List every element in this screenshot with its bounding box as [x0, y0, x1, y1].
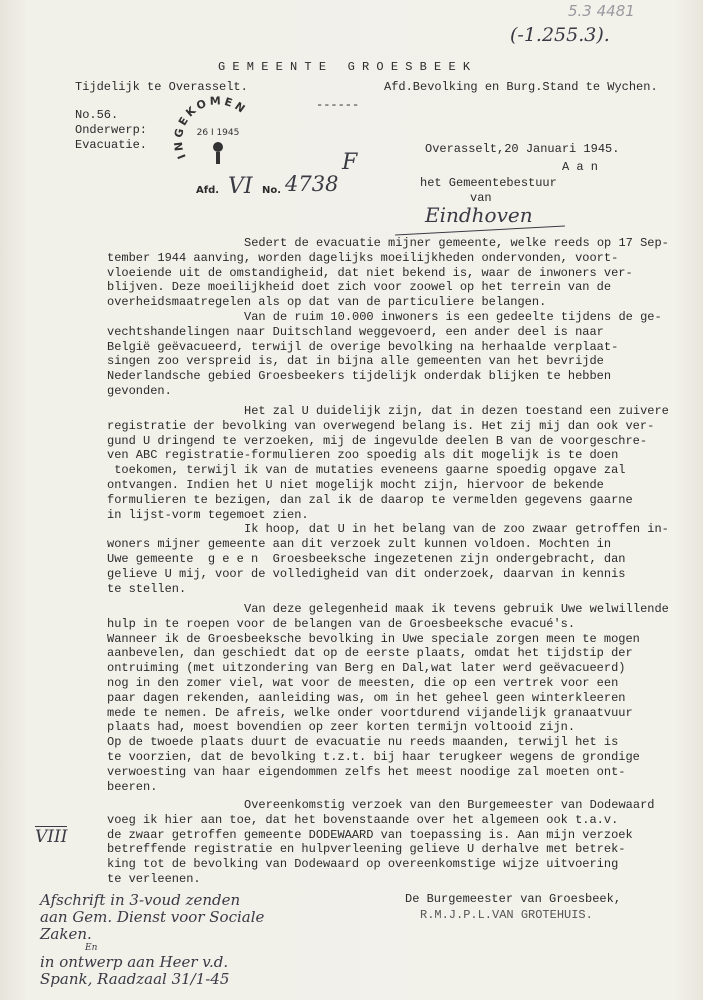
text-line: te stellen. [107, 581, 187, 596]
text-line: ven ABC registratie-formulieren zoo spoedig als dit mogelijk is te doen [107, 448, 619, 463]
text-line: de zwaar getroffen gemeente DODEWAARD van toepassing is. Aan mijn verzoek [107, 827, 633, 842]
text-line: gelieve U mij, voor de volledigheid van dit onderzoek, daarvan in kennis [107, 566, 626, 581]
text-line: Van de ruim 10.000 inwoners is een gedeelte tijdens de ge- [244, 309, 662, 324]
text-line: verwoesting van haar eigendommen zelfs het meest noodige zal moeten ont- [107, 764, 626, 779]
paragraph-assistance [107, 602, 669, 794]
text-line: paar dagen rekenden, aanleiding was, om in het geheel geen winterkleeren [107, 690, 626, 705]
text-line: Uwe gemeente g e e n Groesbeeksche ingezetenen zijn ondergebracht, dan [107, 551, 626, 566]
text-line: registratie der bevolking van overwegend belang is. Het zij mij dan ook ver- [107, 418, 655, 433]
subject-label: Onderwerp: [75, 123, 148, 137]
text-line: plaats had, moest bovendien op zeer korten termijn voltooid zijn. [107, 720, 576, 735]
text-line: tember 1944 aanving, worden dagelijks moeilijkheden ondervonden, voort- [107, 250, 619, 265]
text-line: België geëvacueerd, terwijl de overige bevolking na herhaalde verplaat- [107, 339, 619, 354]
letterhead-separator: ------ [316, 98, 360, 112]
text-line: Nederlandsche gebied Groesbeekers tijdelijk onderdak blijken te hebben [107, 369, 612, 384]
text-line: Ik hoop, dat U in het belang van de zoo zwaar getroffen in- [244, 522, 669, 537]
note-line: in ontwerp aan Heer v.d. [40, 953, 229, 971]
margin-mark: VIII [35, 827, 68, 847]
stamp-number: 4738 [285, 172, 339, 196]
archive-code: (-1.255.3). [510, 24, 610, 46]
note-line: Spank, Raadzaal 31/1-45 [40, 970, 230, 988]
stamp-dept-label: Afd. [196, 185, 220, 196]
recipient-to: A a n [562, 160, 599, 174]
text-line: Het zal U duidelijk zijn, dat in dezen toestand een zuivere [244, 404, 669, 418]
archive-number: 5.3 4481 [568, 2, 635, 20]
reference-number: No.56. [75, 108, 119, 122]
note-line: aan Gem. Dienst voor Sociale [40, 908, 265, 926]
letterhead-municipality: G E M E E N T E G R O E S B E E K [218, 60, 471, 74]
text-line: formulieren te bezigen, dan zal ik de daarop te vermelden gegevens gaarne [107, 492, 633, 507]
signature-title: De Burgemeester van Groesbeek, [405, 892, 622, 906]
text-line: Van deze gelegenheid maak ik tevens gebruik Uwe welwillende [244, 602, 669, 616]
text-line: Wanneer ik de Groesbeeksche bevolking in Uwe speciale zorgen meen te mogen [107, 631, 640, 646]
text-line: ontruiming (met uitzondering van Berg en Dal,wat later werd geëvacueerd) [107, 661, 626, 676]
text-line: vechtshandelingen naar Duitschland weggevoerd, een ander deel is naar [107, 324, 604, 339]
text-line: ontvangen. Indien het U niet mogelijk mocht zijn, hiervoor de bekende [107, 477, 604, 492]
subject-value: Evacuatie. [75, 138, 148, 152]
letterhead-department: Afd.Bevolking en Burg.Stand te Wychen. [384, 80, 658, 94]
handwritten-note [40, 892, 264, 988]
stamp-emblem [213, 142, 223, 152]
text-line: woners mijner gemeente aan dit verzoek zult kunnen voldoen. Mochten in [107, 537, 612, 552]
text-line: betreffende registratie en hulpverleening gelieve U derhalve met betrek- [107, 842, 626, 857]
text-line: gund U dringend te verzoeken, mij de ingevulde deelen B van de voorgeschre- [107, 433, 648, 448]
stamp-dept: VI [228, 174, 253, 199]
recipient-of: van [470, 191, 492, 205]
recipient-body: het Gemeentebestuur [420, 176, 557, 190]
received-stamp [168, 95, 268, 195]
text-line: king tot de bevolking van Dodewaard op overeenkomstige wijze uitvoering [107, 857, 619, 872]
paragraph-registration [107, 404, 669, 596]
recipient-city: Eindhoven [425, 203, 533, 227]
text-line: Op de twoede plaats duurt de evacuatie nu reeds maanden, terwijl het is [107, 735, 619, 750]
text-line: beeren. [107, 779, 158, 794]
paragraph-evacuation [107, 236, 669, 399]
date-line: Overasselt,20 Januari 1945. [425, 142, 620, 156]
note-line: En [85, 943, 98, 953]
note-line: Zaken. [40, 925, 92, 943]
text-line: in lijst-vorm tegemoet zien. [107, 507, 309, 522]
stamp-suffix: F [342, 150, 358, 175]
text-line: te voorzien, dat de bevolking t.z.t. bij haar terugkeer wegens de grondige [107, 749, 640, 764]
letterhead-location: Tijdelijk te Overasselt. [75, 80, 248, 94]
paragraph-dodewaard [107, 798, 654, 887]
stamp-date: 26 I 1945 [196, 128, 240, 138]
text-line: gevonden. [107, 383, 172, 398]
text-line: te verleenen. [107, 871, 201, 886]
text-line: toekomen, terwijl ik van de mutaties eveneens gaarne spoedig opgave zal [107, 463, 626, 478]
text-line: hulp in te roepen voor de belangen van de Groesbeeksche evacué's. [107, 616, 576, 631]
signature-name: R.M.J.P.L.VAN GROTEHUIS. [420, 908, 593, 922]
text-line: voeg ik hier aan toe, dat het bovenstaande over het algemeen ook t.a.v. [107, 812, 619, 827]
stamp-no-label: No. [262, 185, 282, 196]
text-line: blijven. Deze moeilijkheid doet zich voor zoowel op het terrein van de [107, 280, 612, 295]
note-line: Afschrift in 3-voud zenden [40, 891, 241, 909]
text-line: nog in den zomer viel, wat voor de meesten, die op een vertrek voor een [107, 675, 619, 690]
text-line: Sedert de evacuatie mijner gemeente, welke reeds op 17 Sep- [244, 236, 669, 250]
text-line: singen zoo verspreid is, dat in bijna alle gemeenten van het bevrijde [107, 354, 604, 369]
text-line: Overeenkomstig verzoek van den Burgemeester van Dodewaard [244, 798, 655, 812]
text-line: mede te nemen. De afreis, welke onder voortdurend vijandelijk granaatvuur [107, 705, 633, 720]
stamp-word: INGEKOMEN [171, 95, 250, 161]
text-line: vloeiende uit de omstandigheid, dat niet bekend is, waar de inwoners ver- [107, 265, 633, 280]
text-line: overheidsmaatregelen als op dat van de particuliere belangen. [107, 295, 547, 310]
text-line: aanbevelen, dan geschiedt dat op de eerste plaats, omdat het tijdstip der [107, 646, 633, 661]
